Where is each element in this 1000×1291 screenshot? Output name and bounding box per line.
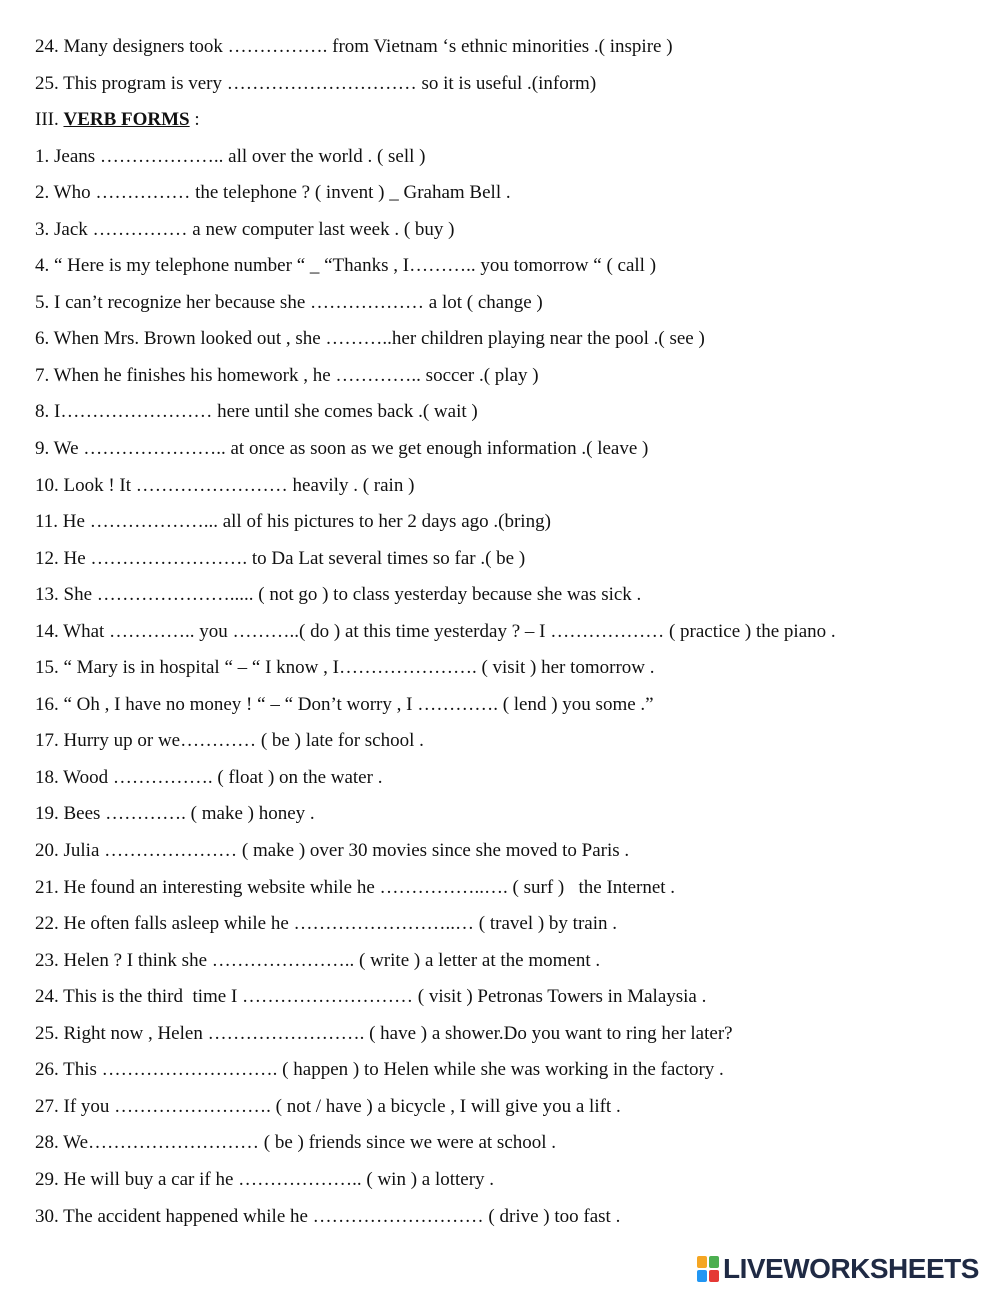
logo-text: LIVEWORKSHEETS: [723, 1253, 979, 1284]
exercise-line: 19. Bees …………. ( make ) honey .: [35, 803, 315, 825]
section-prefix: III.: [35, 109, 64, 131]
exercise-line: 2. Who …………… the telephone ? ( invent ) _ Graham Bell .: [35, 182, 511, 204]
exercise-line: 29. He will buy a car if he ……………….. ( win ) a lottery .: [35, 1168, 495, 1190]
exercise-line: 8. I…………………… here until she comes back .( wait ): [35, 401, 478, 423]
exercise-line: 28. We……………………… ( be ) friends since we were at school .: [35, 1132, 557, 1154]
logo-block: [709, 1270, 719, 1282]
exercise-line: 1. Jeans ……………….. all over the world . ( sell ): [35, 145, 426, 167]
exercise-line: 23. Helen ? I think she ………………….. ( write ) a letter at the moment .: [35, 949, 601, 971]
logo-block: [709, 1256, 719, 1268]
section-suffix: :: [189, 109, 200, 131]
exercise-line: 9. We ………………….. at once as soon as we get enough information .( leave ): [35, 438, 649, 460]
exercise-line: 24. This is the third time I ……………………… ( visit ) Petronas Towers in Malaysia .: [35, 986, 707, 1008]
exercise-line: 14. What ………….. you ………..( do ) at this time yesterday ? – I ……………… ( practice ) the piano .: [35, 620, 836, 642]
exercise-line: 16. “ Oh , I have no money ! “ – “ Don’t worry , I …………. ( lend ) you some .”: [35, 693, 654, 715]
exercise-line: 7. When he finishes his homework , he ………….. soccer .( play ): [35, 364, 539, 386]
exercise-line: 26. This ………………………. ( happen ) to Helen while she was working in the factory .: [35, 1059, 724, 1081]
liveworksheets-logo: [697, 1254, 979, 1284]
exercise-line: 22. He often falls asleep while he ……………………..… ( travel ) by train .: [35, 913, 617, 935]
exercise-line: 20. Julia ………………… ( make ) over 30 movies since she moved to Paris .: [35, 840, 630, 862]
logo-block: [697, 1256, 707, 1268]
exercise-line: 10. Look ! It …………………… heavily . ( rain ): [35, 474, 415, 496]
exercise-line: 3. Jack …………… a new computer last week . ( buy ): [35, 218, 455, 240]
exercise-line: 18. Wood ……………. ( float ) on the water .: [35, 766, 383, 788]
exercise-line: 13. She …………………..... ( not go ) to class yesterday because she was sick .: [35, 584, 642, 606]
exercise-line: 30. The accident happened while he ……………………… ( drive ) too fast .: [35, 1205, 621, 1227]
exercise-line: 6. When Mrs. Brown looked out , she ………..her children playing near the pool .( see ): [35, 328, 705, 350]
exercise-line: 17. Hurry up or we………… ( be ) late for school .: [35, 730, 424, 752]
exercise-line: 24. Many designers took ……………. from Vietnam ‘s ethnic minorities .( inspire ): [35, 36, 673, 57]
logo-block: [697, 1270, 707, 1282]
exercise-line: 15. “ Mary is in hospital “ – “ I know , I…………………. ( visit ) her tomorrow .: [35, 657, 655, 679]
section-heading: [35, 106, 985, 143]
liveworksheets-logo-icon: [697, 1256, 719, 1282]
exercise-line: 12. He ……………………. to Da Lat several times so far .( be ): [35, 547, 526, 569]
exercise-line: 25. Right now , Helen ……………………. ( have ) a shower.Do you want to ring her later?: [35, 1022, 733, 1044]
exercise-line: 27. If you ……………………. ( not / have ) a bicycle , I will give you a lift .: [35, 1095, 621, 1117]
section-label: VERB FORMS: [63, 109, 190, 131]
exercise-line: 5. I can’t recognize her because she ……………… a lot ( change ): [35, 291, 543, 313]
exercise-line: 11. He ………………... all of his pictures to her 2 days ago .(bring): [35, 511, 551, 533]
exercise-line: 4. “ Here is my telephone number “ _ “Thanks , I……….. you tomorrow “ ( call ): [35, 255, 657, 277]
exercise-line: 25. This program is very ………………………… so it is useful .(inform): [35, 72, 597, 94]
worksheet-page: [35, 33, 985, 1239]
exercise-line: 21. He found an interesting website while he ……………..…. ( surf ) the Internet .: [35, 876, 676, 898]
